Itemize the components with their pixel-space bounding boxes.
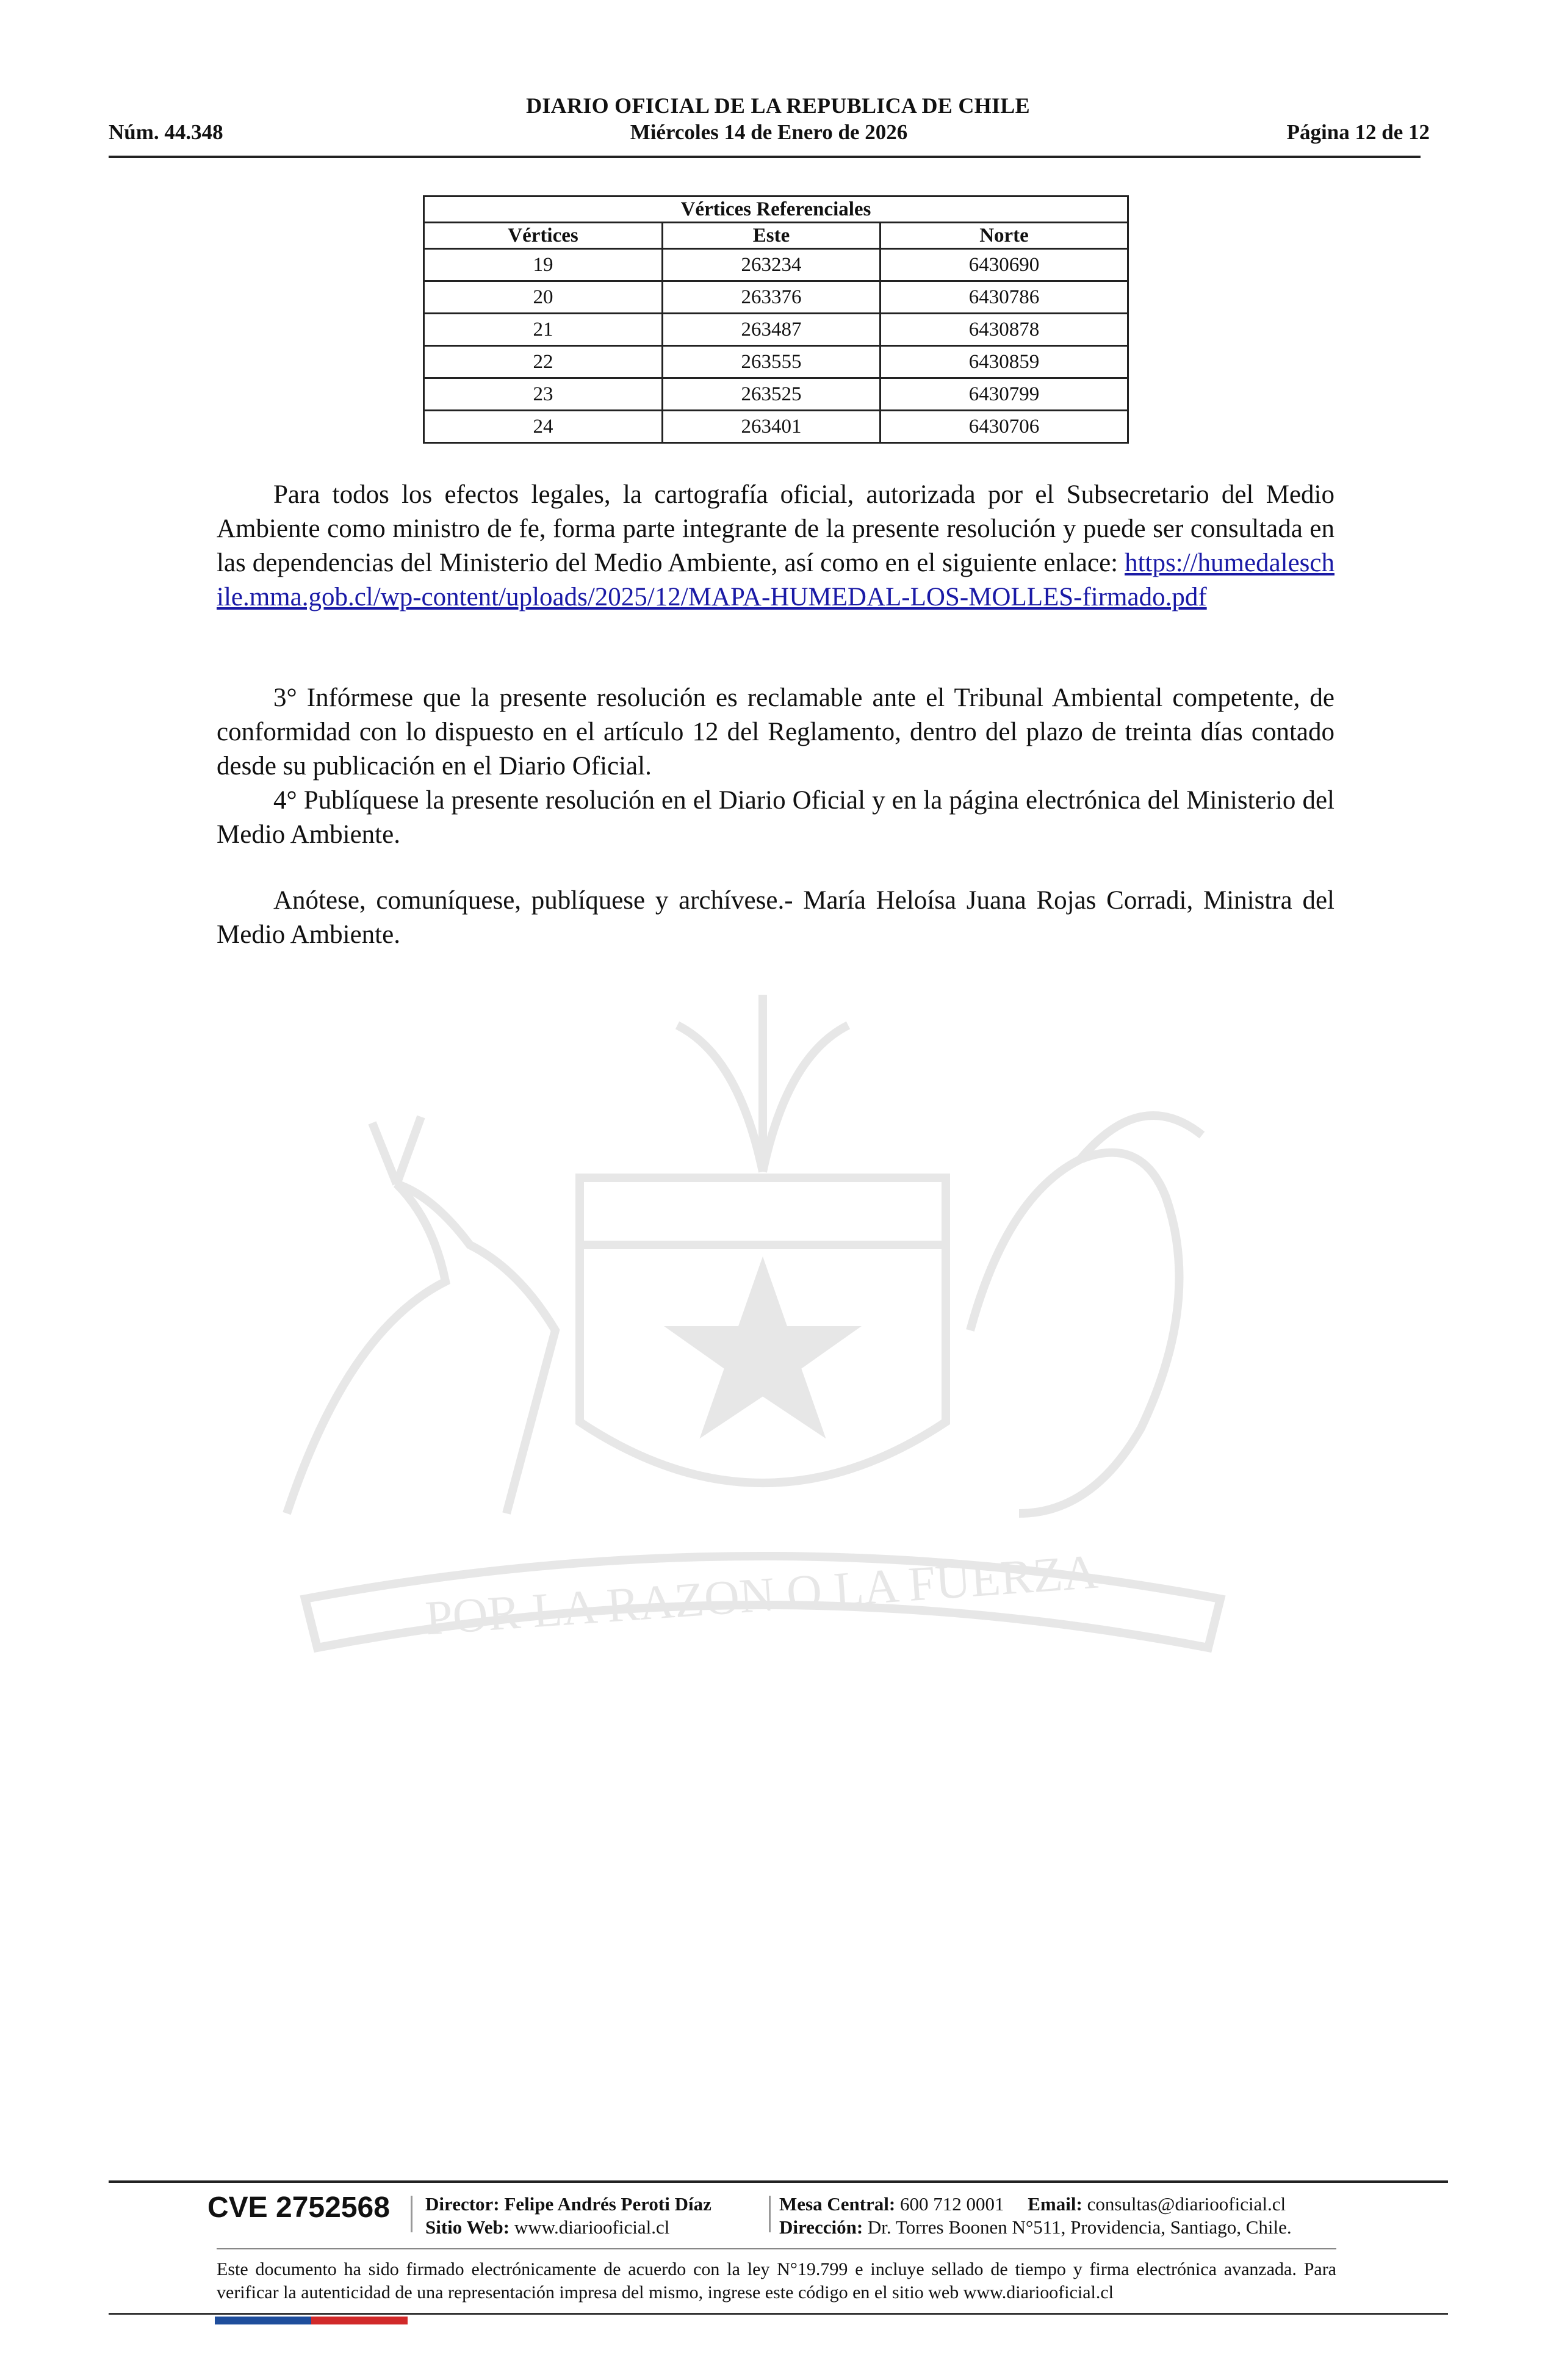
cell-vertex: 21 [424,314,663,346]
director-label: Director: [425,2193,500,2215]
vertices-table [423,195,1129,444]
issue-date: Miércoles 14 de Enero de 2026 [630,120,908,144]
cell-este: 263234 [663,249,881,281]
newspaper-title: DIARIO OFICIAL DE LA REPUBLICA DE CHILE [526,93,1030,118]
header-rule [109,156,1421,158]
email-value[interactable]: consultas@diariooficial.cl [1087,2193,1286,2215]
paragraph-article-3: 3° Infórmese que la presente resolución es reclamable ante el Tribunal Ambiental competente, de conformidad con lo dispuesto en el artículo 12 del Reglamento, dentro del plazo de treinta días contado desde su publicación en el Diario Oficial. [217,683,1334,781]
cell-este: 263376 [663,281,881,314]
page-indicator: Página 12 de 12 [1286,120,1430,144]
footer-rule-mid [217,2248,1336,2249]
map-pdf-link[interactable]: https://humedaleschile.mma.gob.cl/wp-content/uploads/2025/12/MAPA-HUMEDAL-LOS-MOLLES-firmado.pdf [217,549,1334,611]
cell-norte: 6430690 [881,249,1128,281]
condor-shape [970,1153,1180,1513]
table-caption-row [424,197,1128,223]
footer-contact [779,2193,1286,2215]
cell-este: 263555 [663,346,881,378]
address-label: Dirección: [779,2216,863,2238]
footer-rule-bottom [109,2313,1448,2315]
cell-vertex: 19 [424,249,663,281]
cell-norte: 6430786 [881,281,1128,314]
footer-legal-notice: Este documento ha sido firmado electrónicamente de acuerdo con la ley N°19.799 e incluye sellado de tiempo y firma electrónica avanzada. Para verificar la autenticidad de una representación impresa del mismo, ingrese este código en el sitio web www.diariooficial.cl [217,2259,1336,2302]
cell-este: 263487 [663,314,881,346]
cve-code: CVE 2752568 [207,2191,390,2224]
cell-norte: 6430799 [881,378,1128,411]
motto-text: POR LA RAZON O LA FUERZA [423,1545,1100,1646]
table-row [424,281,1128,314]
paragraph-cartography [217,478,1334,615]
cell-norte: 6430706 [881,411,1128,443]
cell-vertex: 24 [424,411,663,443]
paragraph-cartography-text: Para todos los efectos legales, la cartografía oficial, autorizada por el Subsecretario del Medio Ambiente como ministro de fe, forma parte integrante de la presente resolución y puede ser consultada en las dependencias del Ministerio del Medio Ambiente, así como en el siguiente enlace: [217,480,1334,577]
cell-norte: 6430859 [881,346,1128,378]
cell-vertex: 20 [424,281,663,314]
table-row [424,411,1128,443]
website-label: Sitio Web: [425,2216,510,2238]
cell-este: 263525 [663,378,881,411]
cell-norte: 6430878 [881,314,1128,346]
coat-of-arms-watermark [214,903,1312,1697]
paragraph-closing-signature: Anótese, comuníquese, publíquese y archívese.- María Heloísa Juana Rojas Corradi, Ministra del Medio Ambiente. [217,886,1334,949]
table-row [424,249,1128,281]
footer-separator [769,2196,771,2232]
huemul-shape [287,1184,555,1513]
table-row [424,314,1128,346]
table-row [424,378,1128,411]
flag-stripe-red [311,2317,408,2324]
footer-separator [411,2196,412,2232]
issue-number: Núm. 44.348 [109,120,223,144]
mesa-value: 600 712 0001 [900,2193,1004,2215]
director-name: Felipe Andrés Peroti Díaz [504,2193,711,2215]
table-caption: Vértices Referenciales [424,197,1128,223]
paragraph-article-4: 4° Publíquese la presente resolución en el Diario Oficial y en la página electrónica del Ministerio del Medio Ambiente. [217,786,1334,849]
footer-rule-top [109,2180,1448,2183]
footer-address [779,2216,1292,2238]
col-header-vertices: Vértices [424,223,663,249]
cell-vertex: 22 [424,346,663,378]
mesa-label: Mesa Central: [779,2193,896,2215]
footer-website [425,2216,669,2238]
col-header-este: Este [663,223,881,249]
flag-stripe-blue [215,2317,311,2324]
cell-vertex: 23 [424,378,663,411]
star-shape [677,1269,848,1428]
website-value[interactable]: www.diariooficial.cl [514,2216,670,2238]
table-header-row [424,223,1128,249]
email-label: Email: [1028,2193,1082,2215]
cell-este: 263401 [663,411,881,443]
col-header-norte: Norte [881,223,1128,249]
table-row [424,346,1128,378]
footer-director [425,2193,711,2215]
address-value: Dr. Torres Boonen N°511, Providencia, Santiago, Chile. [867,2216,1292,2238]
